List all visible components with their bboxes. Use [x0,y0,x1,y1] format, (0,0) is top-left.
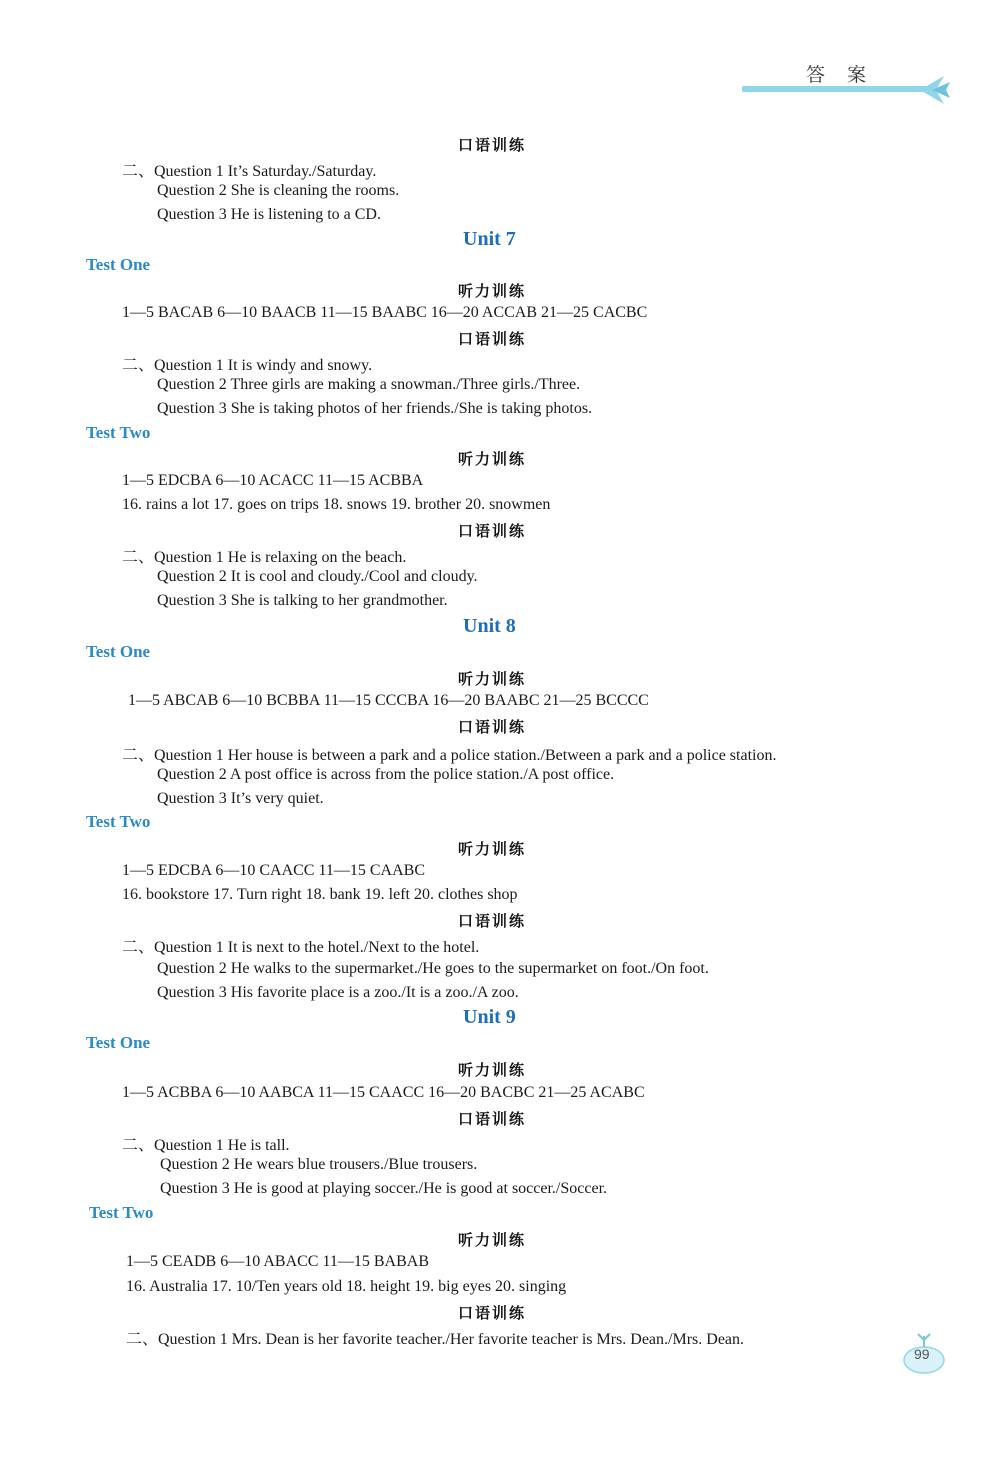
answer-line: Question 3 She is talking to her grandmother. [157,592,448,609]
section-heading: 听力训练 [458,840,527,858]
section-heading: 听力训练 [458,1231,527,1249]
section-heading: 口语训练 [458,522,527,540]
answer-line: 二、Question 1 It is windy and snowy. [122,357,373,374]
section-heading: 口语训练 [458,1110,527,1128]
section-heading: 听力训练 [458,282,527,300]
answer-line: 16. Australia 17. 10/Ten years old 18. height 19. big eyes 20. singing [126,1278,567,1295]
answer-line: 16. rains a lot 17. goes on trips 18. snows 19. brother 20. snowmen [122,496,551,513]
section-heading: 听力训练 [458,450,527,468]
page-number: 99 [914,1346,930,1362]
answer-line: 二、Question 1 Mrs. Dean is her favorite teacher./Her favorite teacher is Mrs. Dean./Mrs. Dean. [126,1331,745,1348]
answer-line: Question 3 It’s very quiet. [157,790,324,807]
test-title: Test One [86,255,151,274]
answer-line: Question 2 Three girls are making a snowman./Three girls./Three. [157,376,581,393]
test-title: Test One [86,1033,151,1052]
section-heading: 听力训练 [458,1061,527,1079]
section-heading: 口语训练 [458,718,527,736]
answer-line: 二、Question 1 He is tall. [122,1137,290,1154]
unit-title: Unit 9 [463,1006,516,1028]
answer-line: 二、Question 1 He is relaxing on the beach. [122,549,407,566]
section-heading: 口语训练 [458,136,527,154]
answer-line: 二、Question 1 Her house is between a park and a police station./Between a park and a police station. [122,747,777,764]
answer-line: 1—5 ACBBA 6—10 AABCA 11—15 CAACC 16—20 BACBC 21—25 ACABC [122,1084,645,1101]
unit-title: Unit 7 [463,228,516,250]
answer-line: 1—5 CEADB 6—10 ABACC 11—15 BABAB [126,1253,429,1270]
answer-line: Question 2 It is cool and cloudy./Cool and cloudy. [157,568,478,585]
section-heading: 口语训练 [458,330,527,348]
section-heading: 口语训练 [458,912,527,930]
answer-line: 1—5 EDCBA 6—10 CAACC 11—15 CAABC [122,862,425,879]
answer-line: 1—5 EDCBA 6—10 ACACC 11—15 ACBBA [122,472,424,489]
section-heading: 口语训练 [458,1304,527,1322]
answer-line: 16. bookstore 17. Turn right 18. bank 19. left 20. clothes shop [122,886,518,903]
test-title: Test Two [89,1203,154,1222]
section-heading: 听力训练 [458,670,527,688]
test-title: Test Two [86,812,151,831]
arrow-ornament-icon [918,72,954,108]
answer-line: Question 3 He is good at playing soccer./He is good at soccer./Soccer. [160,1180,608,1197]
answer-line: Question 2 She is cleaning the rooms. [157,182,400,199]
answer-line: 二、Question 1 It’s Saturday./Saturday. [122,163,377,180]
page-header-label: 答 案 [806,64,875,86]
answer-line: Question 3 He is listening to a CD. [157,206,381,223]
answer-line: Question 2 He wears blue trousers./Blue trousers. [160,1156,478,1173]
answer-line: 二、Question 1 It is next to the hotel./Next to the hotel. [122,939,480,956]
header-decorative-bar [742,86,932,92]
answer-line: Question 3 She is taking photos of her friends./She is taking photos. [157,400,593,417]
answer-line: Question 2 He walks to the supermarket./He goes to the supermarket on foot./On foot. [157,960,709,977]
answer-line: Question 3 His favorite place is a zoo./It is a zoo./A zoo. [157,984,519,1001]
test-title: Test Two [86,423,151,442]
answer-line: 1—5 BACAB 6—10 BAACB 11—15 BAABC 16—20 ACCAB 21—25 CACBC [122,304,648,321]
test-title: Test One [86,642,151,661]
answer-line: Question 2 A post office is across from the police station./A post office. [157,766,615,783]
answer-line: 1—5 ABCAB 6—10 BCBBA 11—15 CCCBA 16—20 BAABC 21—25 BCCCC [128,692,649,709]
unit-title: Unit 8 [463,615,516,637]
